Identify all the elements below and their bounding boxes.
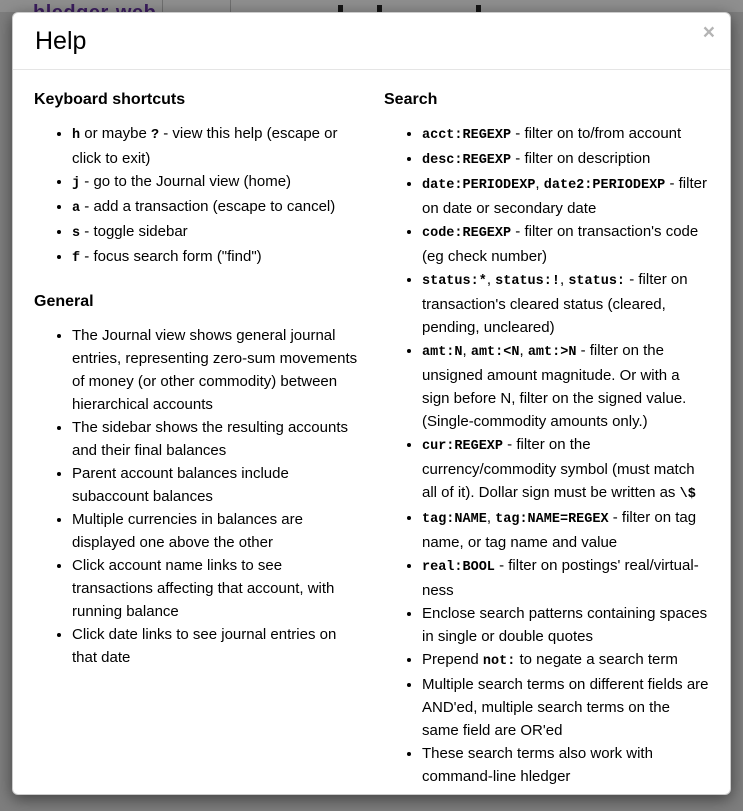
code-term: tag:NAME bbox=[422, 512, 487, 527]
help-item: • date:PERIODEXP, date2:PERIODEXP - filter on date or secondary date bbox=[422, 172, 710, 220]
section-heading: Search bbox=[384, 91, 438, 108]
code-term: real:BOOL bbox=[422, 560, 495, 575]
help-item: • Multiple search terms on different fields are AND'ed, multiple search terms on the same field are OR'ed bbox=[422, 673, 710, 742]
section-heading: General bbox=[34, 293, 94, 310]
backdrop-table-divider bbox=[162, 0, 163, 12]
code-term: code:REGEXP bbox=[422, 226, 512, 241]
help-item: • code:REGEXP - filter on transaction's code (eg check number) bbox=[422, 220, 710, 268]
code-term: s bbox=[72, 226, 81, 241]
help-column-left bbox=[22, 90, 372, 800]
help-item: • Parent account balances include subaccount balances bbox=[72, 462, 360, 508]
modal-backdrop[interactable] bbox=[0, 0, 743, 12]
backdrop-heading-fragment bbox=[476, 5, 481, 12]
help-item: • h or maybe ? - view this help (escape or click to exit) bbox=[72, 122, 360, 170]
help-item: • Click date links to see journal entries on that date bbox=[72, 623, 360, 669]
code-term: desc:REGEXP bbox=[422, 153, 512, 168]
help-item: • desc:REGEXP - filter on description bbox=[422, 147, 710, 172]
help-modal bbox=[12, 12, 731, 795]
help-item: • a - add a transaction (escape to cancel) bbox=[72, 195, 360, 220]
section-heading: Keyboard shortcuts bbox=[34, 91, 186, 108]
code-term: not: bbox=[482, 654, 516, 669]
help-item: • The sidebar shows the resulting accounts and their final balances bbox=[72, 416, 360, 462]
code-term: amt:>N bbox=[527, 345, 577, 360]
code-term: date2:PERIODEXP bbox=[543, 178, 666, 193]
help-item: • status:*, status:!, status: - filter on transaction's cleared status (cleared, pending, uncleared) bbox=[422, 268, 710, 339]
code-term: status: bbox=[568, 274, 626, 289]
code-term: ? bbox=[150, 128, 160, 143]
help-item: • Multiple currencies in balances are displayed one above the other bbox=[72, 508, 360, 554]
code-term: \$ bbox=[679, 487, 696, 502]
code-term: j bbox=[72, 176, 81, 191]
code-term: amt:N bbox=[422, 345, 463, 360]
help-column-right bbox=[372, 90, 722, 800]
help-item: • cur:REGEXP - filter on the currency/commodity symbol (must match all of it). Dollar sign must be written as \$ bbox=[422, 433, 710, 506]
help-list bbox=[384, 122, 710, 788]
code-term: status:! bbox=[495, 274, 560, 289]
backdrop-table-divider bbox=[230, 0, 231, 12]
code-term: h bbox=[72, 128, 81, 143]
code-term: amt:<N bbox=[470, 345, 520, 360]
help-item: • s - toggle sidebar bbox=[72, 220, 360, 245]
modal-body bbox=[13, 70, 730, 800]
modal-title: Help bbox=[35, 27, 87, 55]
code-term: status:* bbox=[422, 274, 487, 289]
help-item: • acct:REGEXP - filter on to/from account bbox=[422, 122, 710, 147]
help-item: • f - focus search form ("find") bbox=[72, 245, 360, 270]
code-term: f bbox=[72, 251, 81, 266]
help-item: • real:BOOL - filter on postings' real/virtual-ness bbox=[422, 554, 710, 602]
help-item: • amt:N, amt:<N, amt:>N - filter on the unsigned amount magnitude. Or with a sign before N, filter on the signed value. (Single-commodity amounts only.) bbox=[422, 339, 710, 433]
modal-header bbox=[13, 13, 730, 70]
help-item: • Click account name links to see transactions affecting that account, with running balance bbox=[72, 554, 360, 623]
code-term: a bbox=[72, 201, 81, 216]
backdrop-heading-fragment bbox=[377, 5, 382, 12]
code-term: tag:NAME=REGEX bbox=[495, 512, 609, 527]
help-item: • tag:NAME, tag:NAME=REGEX - filter on tag name, or tag name and value bbox=[422, 506, 710, 554]
code-term: date:PERIODEXP bbox=[422, 178, 536, 193]
backdrop-heading-fragment bbox=[338, 5, 343, 12]
code-term: cur:REGEXP bbox=[422, 439, 504, 454]
help-list bbox=[34, 122, 360, 270]
code-term: acct:REGEXP bbox=[422, 128, 512, 143]
help-item: • Prepend not: to negate a search term bbox=[422, 648, 710, 673]
help-item: • These search terms also work with command-line hledger bbox=[422, 742, 710, 788]
help-item: • j - go to the Journal view (home) bbox=[72, 170, 360, 195]
help-list bbox=[34, 324, 360, 669]
help-item: • Enclose search patterns containing spaces in single or double quotes bbox=[422, 602, 710, 648]
close-icon[interactable]: × bbox=[702, 21, 715, 44]
help-item: • The Journal view shows general journal entries, representing zero-sum movements of money (or other commodity) between hierarchical accounts bbox=[72, 324, 360, 416]
